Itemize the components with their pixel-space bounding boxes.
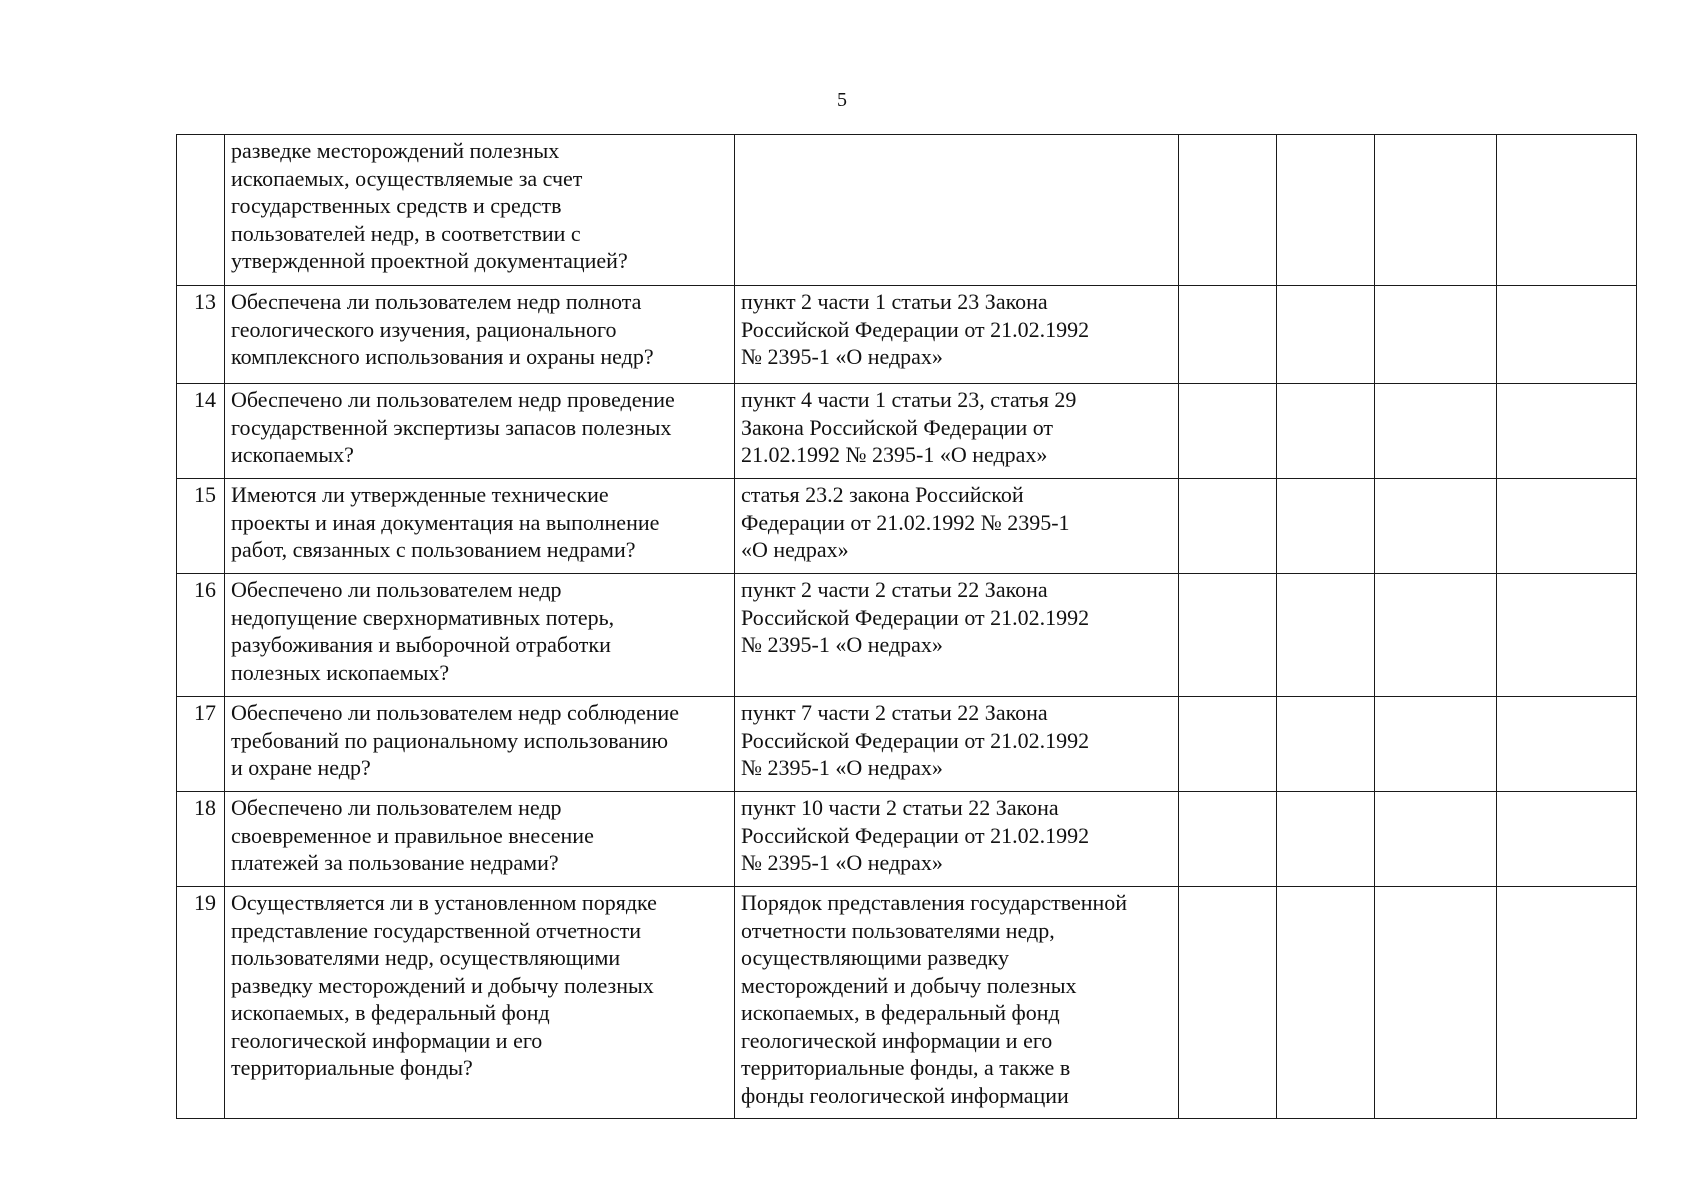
answer-cell-not-applicable[interactable] bbox=[1375, 792, 1497, 887]
answer-cell-not-applicable[interactable] bbox=[1375, 697, 1497, 792]
table-row bbox=[177, 887, 1637, 1119]
row-number bbox=[177, 135, 225, 286]
reference-cell: Порядок представления государственной отчетности пользователями недр, осуществляющими разведку месторождений и добычу полезных ископаемых, в федеральный фонд геологической информации и его территориальные фонды, а также в фонды геологической информации bbox=[735, 887, 1179, 1119]
question-cell: Обеспечена ли пользователем недр полнота геологического изучения, рационального комплексного использования и охраны недр? bbox=[225, 286, 735, 384]
reference-cell: пункт 2 части 2 статьи 22 Закона Российской Федерации от 21.02.1992 № 2395-1 «О недрах» bbox=[735, 574, 1179, 697]
note-cell[interactable] bbox=[1497, 697, 1637, 792]
note-cell[interactable] bbox=[1497, 479, 1637, 574]
answer-cell-no[interactable] bbox=[1277, 792, 1375, 887]
answer-cell-yes[interactable] bbox=[1179, 792, 1277, 887]
question-cell: Имеются ли утвержденные технические проекты и иная документация на выполнение работ, связанных с пользованием недрами? bbox=[225, 479, 735, 574]
table-row bbox=[177, 792, 1637, 887]
row-number: 17 bbox=[177, 697, 225, 792]
answer-cell-no[interactable] bbox=[1277, 479, 1375, 574]
reference-cell bbox=[735, 135, 1179, 286]
table-row bbox=[177, 697, 1637, 792]
answer-cell-no[interactable] bbox=[1277, 286, 1375, 384]
checklist-table bbox=[176, 134, 1637, 1119]
note-cell[interactable] bbox=[1497, 135, 1637, 286]
answer-cell-no[interactable] bbox=[1277, 135, 1375, 286]
answer-cell-not-applicable[interactable] bbox=[1375, 574, 1497, 697]
note-cell[interactable] bbox=[1497, 384, 1637, 479]
table-row bbox=[177, 135, 1637, 286]
answer-cell-no[interactable] bbox=[1277, 384, 1375, 479]
answer-cell-not-applicable[interactable] bbox=[1375, 135, 1497, 286]
reference-cell: пункт 7 части 2 статьи 22 Закона Российской Федерации от 21.02.1992 № 2395-1 «О недрах» bbox=[735, 697, 1179, 792]
row-number: 19 bbox=[177, 887, 225, 1119]
note-cell[interactable] bbox=[1497, 286, 1637, 384]
answer-cell-yes[interactable] bbox=[1179, 479, 1277, 574]
row-number: 13 bbox=[177, 286, 225, 384]
question-cell: Обеспечено ли пользователем недр своевременное и правильное внесение платежей за пользование недрами? bbox=[225, 792, 735, 887]
answer-cell-yes[interactable] bbox=[1179, 135, 1277, 286]
question-cell: Обеспечено ли пользователем недр проведение государственной экспертизы запасов полезных ископаемых? bbox=[225, 384, 735, 479]
row-number: 14 bbox=[177, 384, 225, 479]
page-number: 5 bbox=[837, 89, 847, 111]
answer-cell-not-applicable[interactable] bbox=[1375, 286, 1497, 384]
note-cell[interactable] bbox=[1497, 887, 1637, 1119]
note-cell[interactable] bbox=[1497, 792, 1637, 887]
row-number: 16 bbox=[177, 574, 225, 697]
question-cell: Осуществляется ли в установленном порядке представление государственной отчетности пользователями недр, осуществляющими разведку месторождений и добычу полезных ископаемых, в федеральный фонд геологической информации и его территориальные фонды? bbox=[225, 887, 735, 1119]
note-cell[interactable] bbox=[1497, 574, 1637, 697]
reference-cell: пункт 4 части 1 статьи 23, статья 29 Закона Российской Федерации от 21.02.1992 № 2395-1 «О недрах» bbox=[735, 384, 1179, 479]
answer-cell-not-applicable[interactable] bbox=[1375, 887, 1497, 1119]
answer-cell-yes[interactable] bbox=[1179, 697, 1277, 792]
reference-cell: пункт 10 части 2 статьи 22 Закона Российской Федерации от 21.02.1992 № 2395-1 «О недрах» bbox=[735, 792, 1179, 887]
answer-cell-yes[interactable] bbox=[1179, 384, 1277, 479]
question-cell: Обеспечено ли пользователем недр соблюдение требований по рациональному использованию и охране недр? bbox=[225, 697, 735, 792]
table-row bbox=[177, 286, 1637, 384]
answer-cell-yes[interactable] bbox=[1179, 574, 1277, 697]
answer-cell-not-applicable[interactable] bbox=[1375, 479, 1497, 574]
table-row bbox=[177, 479, 1637, 574]
table-row bbox=[177, 574, 1637, 697]
answer-cell-no[interactable] bbox=[1277, 887, 1375, 1119]
question-cell: разведке месторождений полезных ископаемых, осуществляемые за счет государственных средств и средств пользователей недр, в соответствии с утвержденной проектной документацией? bbox=[225, 135, 735, 286]
table-row bbox=[177, 384, 1637, 479]
row-number: 15 bbox=[177, 479, 225, 574]
row-number: 18 bbox=[177, 792, 225, 887]
answer-cell-not-applicable[interactable] bbox=[1375, 384, 1497, 479]
reference-cell: статья 23.2 закона Российской Федерации от 21.02.1992 № 2395-1 «О недрах» bbox=[735, 479, 1179, 574]
question-cell: Обеспечено ли пользователем недр недопущение сверхнормативных потерь, разубоживания и выборочной отработки полезных ископаемых? bbox=[225, 574, 735, 697]
answer-cell-no[interactable] bbox=[1277, 574, 1375, 697]
answer-cell-no[interactable] bbox=[1277, 697, 1375, 792]
answer-cell-yes[interactable] bbox=[1179, 286, 1277, 384]
answer-cell-yes[interactable] bbox=[1179, 887, 1277, 1119]
reference-cell: пункт 2 части 1 статьи 23 Закона Российской Федерации от 21.02.1992 № 2395-1 «О недрах» bbox=[735, 286, 1179, 384]
